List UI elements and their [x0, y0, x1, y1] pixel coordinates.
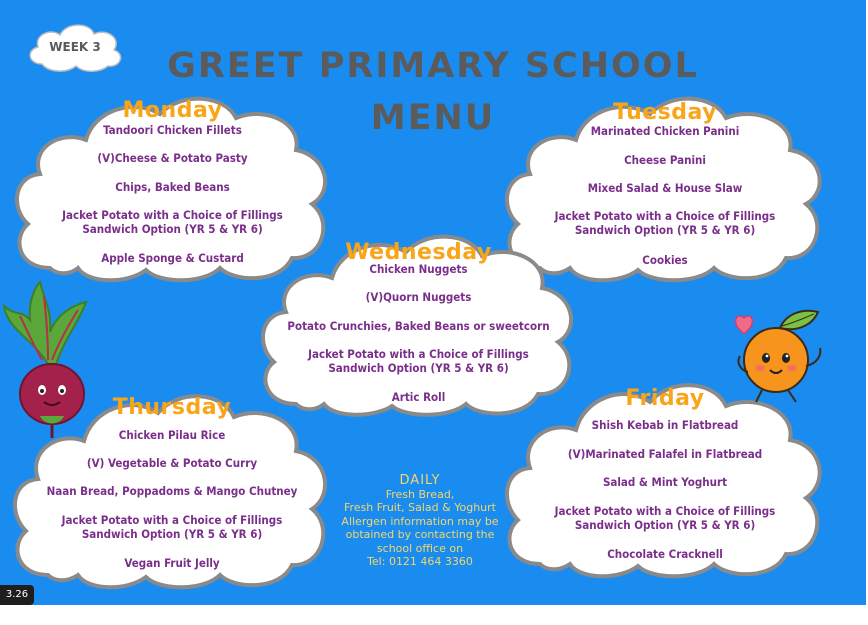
- daily-line-1: Fresh Bread,: [385, 487, 455, 501]
- tuesday-meal-2: Cheese Panini: [624, 153, 706, 167]
- daily-info: [328, 474, 512, 569]
- monday-meal-4: Jacket Potato with a Choice of Fillings: [62, 208, 283, 222]
- school-title: GREET PRIMARY SCHOOL: [167, 46, 699, 86]
- thursday-meal-5: Sandwich Option (YR 5 & YR 6): [81, 527, 263, 541]
- thursday-meal-1: Chicken Pilau Rice: [118, 428, 226, 442]
- wednesday-meal-3: Potato Crunchies, Baked Beans or sweetcorn: [287, 319, 550, 333]
- monday-meal-1: Tandoori Chicken Fillets: [103, 123, 242, 137]
- menu-title: MENU: [370, 98, 496, 138]
- wednesday-meal-2: (V)Quorn Nuggets: [365, 290, 472, 304]
- thursday-meal-4: Jacket Potato with a Choice of Fillings: [61, 513, 283, 527]
- heart-icon: [736, 316, 753, 334]
- zoom-badge: 3.26 in: [0, 585, 34, 605]
- friday-title: Friday: [625, 386, 705, 411]
- monday-meal-5: Sandwich Option (YR 5 & YR 6): [82, 222, 263, 236]
- friday-meal-5: Sandwich Option (YR 5 & YR 6): [574, 518, 756, 532]
- daily-title: DAILY: [399, 473, 441, 488]
- daily-line-6: Tel: 0121 464 3360: [367, 555, 473, 568]
- friday-meal-4: Jacket Potato with a Choice of Fillings: [554, 504, 776, 518]
- beetroot-character: [0, 276, 100, 440]
- friday-meal-2: (V)Marinated Falafel in Flatbread: [567, 447, 763, 461]
- wednesday-meal-1: Chicken Nuggets: [369, 262, 468, 276]
- daily-line-4: obtained by contacting the: [345, 528, 495, 541]
- wednesday-meal-6: Artic Roll: [391, 390, 446, 404]
- week-label: WEEK 3: [49, 40, 101, 54]
- friday-meal-6: Chocolate Cracknell: [607, 547, 723, 561]
- wednesday-meal-5: Sandwich Option (YR 5 & YR 6): [328, 361, 509, 375]
- monday-meal-6: Apple Sponge & Custard: [101, 251, 244, 265]
- tuesday-meal-3: Mixed Salad & House Slaw: [587, 181, 743, 195]
- wednesday-title: Wednesday: [345, 240, 492, 265]
- thursday-meal-2: (V) Vegetable & Potato Curry: [86, 456, 258, 470]
- tuesday-meal-4: Jacket Potato with a Choice of Fillings: [554, 209, 776, 223]
- monday-title: Monday: [122, 98, 223, 123]
- friday-meal-1: Shish Kebab in Flatbread: [591, 418, 739, 432]
- tuesday-title: Tuesday: [612, 100, 718, 125]
- friday-meal-3: Salad & Mint Yoghurt: [602, 475, 728, 489]
- thursday-meal-3: Naan Bread, Poppadoms & Mango Chutney: [46, 484, 298, 498]
- thursday-meal-6: Vegan Fruit Jelly: [124, 556, 220, 570]
- monday-meal-2: (V)Cheese & Potato Pasty: [97, 151, 248, 165]
- tuesday-meal-5: Sandwich Option (YR 5 & YR 6): [574, 223, 756, 237]
- daily-line-3: Allergen information may be: [341, 514, 499, 528]
- wednesday-meal-4: Jacket Potato with a Choice of Fillings: [308, 347, 529, 361]
- monday-meal-3: Chips, Baked Beans: [115, 180, 230, 194]
- daily-line-5: school office on: [376, 541, 464, 555]
- thursday-title: Thursday: [112, 395, 232, 420]
- tuesday-meal-6: Cookies: [642, 253, 688, 267]
- daily-line-2: Fresh Fruit, Salad & Yoghurt: [344, 501, 496, 514]
- tuesday-meal-1: Marinated Chicken Panini: [590, 124, 740, 138]
- orange-character: [726, 300, 836, 406]
